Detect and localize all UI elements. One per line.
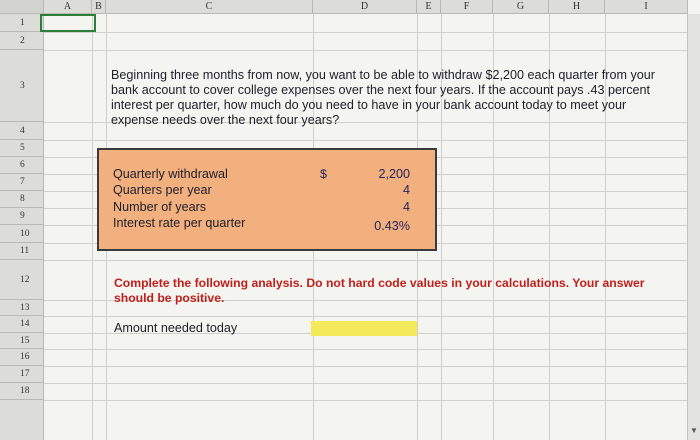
column-header-f[interactable]: F — [441, 0, 493, 14]
row-header-3[interactable]: 3 — [0, 50, 44, 122]
row-header-9[interactable]: 9 — [0, 208, 44, 225]
row-header-7[interactable]: 7 — [0, 174, 44, 191]
scroll-down-arrow-icon[interactable]: ▼ — [690, 426, 698, 435]
row-header-14[interactable]: 14 — [0, 316, 44, 333]
column-header-d[interactable]: D — [313, 0, 417, 14]
gridline — [44, 349, 688, 350]
row-header-4[interactable]: 4 — [0, 122, 44, 140]
row-header-blank — [0, 400, 44, 440]
select-all-corner[interactable] — [0, 0, 44, 14]
row-header-10[interactable]: 10 — [0, 225, 44, 243]
column-header-c[interactable]: C — [106, 0, 313, 14]
input-value-interest-rate[interactable]: 0.43% — [374, 219, 410, 233]
row-header-1[interactable]: 1 — [0, 14, 44, 32]
gridline — [44, 260, 688, 261]
row-header-11[interactable]: 11 — [0, 243, 44, 260]
column-header-g[interactable]: G — [493, 0, 549, 14]
row-header-17[interactable]: 17 — [0, 366, 44, 383]
currency-symbol[interactable]: $ — [320, 167, 327, 181]
row-header-12[interactable]: 12 — [0, 260, 44, 300]
row-header-6[interactable]: 6 — [0, 157, 44, 174]
column-header-b[interactable]: B — [92, 0, 106, 14]
selected-cell-a1[interactable] — [40, 14, 96, 32]
instructions-text[interactable]: Complete the following analysis. Do not hard code values in your calculations. Your answer should be positive. — [114, 276, 645, 305]
row-header-5[interactable]: 5 — [0, 140, 44, 157]
gridline — [44, 366, 688, 367]
row-header-13[interactable]: 13 — [0, 300, 44, 316]
input-label-quarters-per-year[interactable]: Quarters per year — [113, 183, 212, 197]
gridline — [44, 32, 688, 33]
answer-input-cell[interactable] — [311, 321, 417, 336]
gridline — [44, 383, 688, 384]
column-header-e[interactable]: E — [417, 0, 441, 14]
vertical-scrollbar[interactable] — [687, 14, 700, 440]
row-header-18[interactable]: 18 — [0, 383, 44, 400]
gridline — [92, 14, 93, 440]
input-value-number-of-years[interactable]: 4 — [402, 200, 410, 214]
row-header-16[interactable]: 16 — [0, 349, 44, 366]
column-header-i[interactable]: I — [605, 0, 688, 14]
problem-statement[interactable]: Beginning three months from now, you want to be able to withdraw $2,200 each quarter from your bank account to cover college expenses over the next four years. If the account pays .43 percent interest per quarter, how much do you need to have in your bank account today to meet your expense needs over the next four years? — [111, 68, 655, 127]
gridline — [44, 50, 688, 51]
input-values-box — [97, 148, 437, 251]
input-label-interest-rate[interactable]: Interest rate per quarter — [113, 216, 246, 230]
input-value-quarters-per-year[interactable]: 4 — [402, 183, 410, 197]
row-header-2[interactable]: 2 — [0, 32, 44, 50]
row-header-8[interactable]: 8 — [0, 191, 44, 208]
column-header-a[interactable]: A — [44, 0, 92, 14]
gridline — [44, 140, 688, 141]
gridline — [44, 316, 688, 317]
input-value-quarterly-withdrawal[interactable]: 2,200 — [378, 167, 410, 181]
amount-needed-label[interactable]: Amount needed today — [114, 321, 238, 335]
column-header-h[interactable]: H — [549, 0, 605, 14]
input-label-quarterly-withdrawal[interactable]: Quarterly withdrawal — [113, 167, 228, 181]
input-label-number-of-years[interactable]: Number of years — [113, 200, 207, 214]
gridline — [44, 400, 688, 401]
row-header-15[interactable]: 15 — [0, 333, 44, 349]
